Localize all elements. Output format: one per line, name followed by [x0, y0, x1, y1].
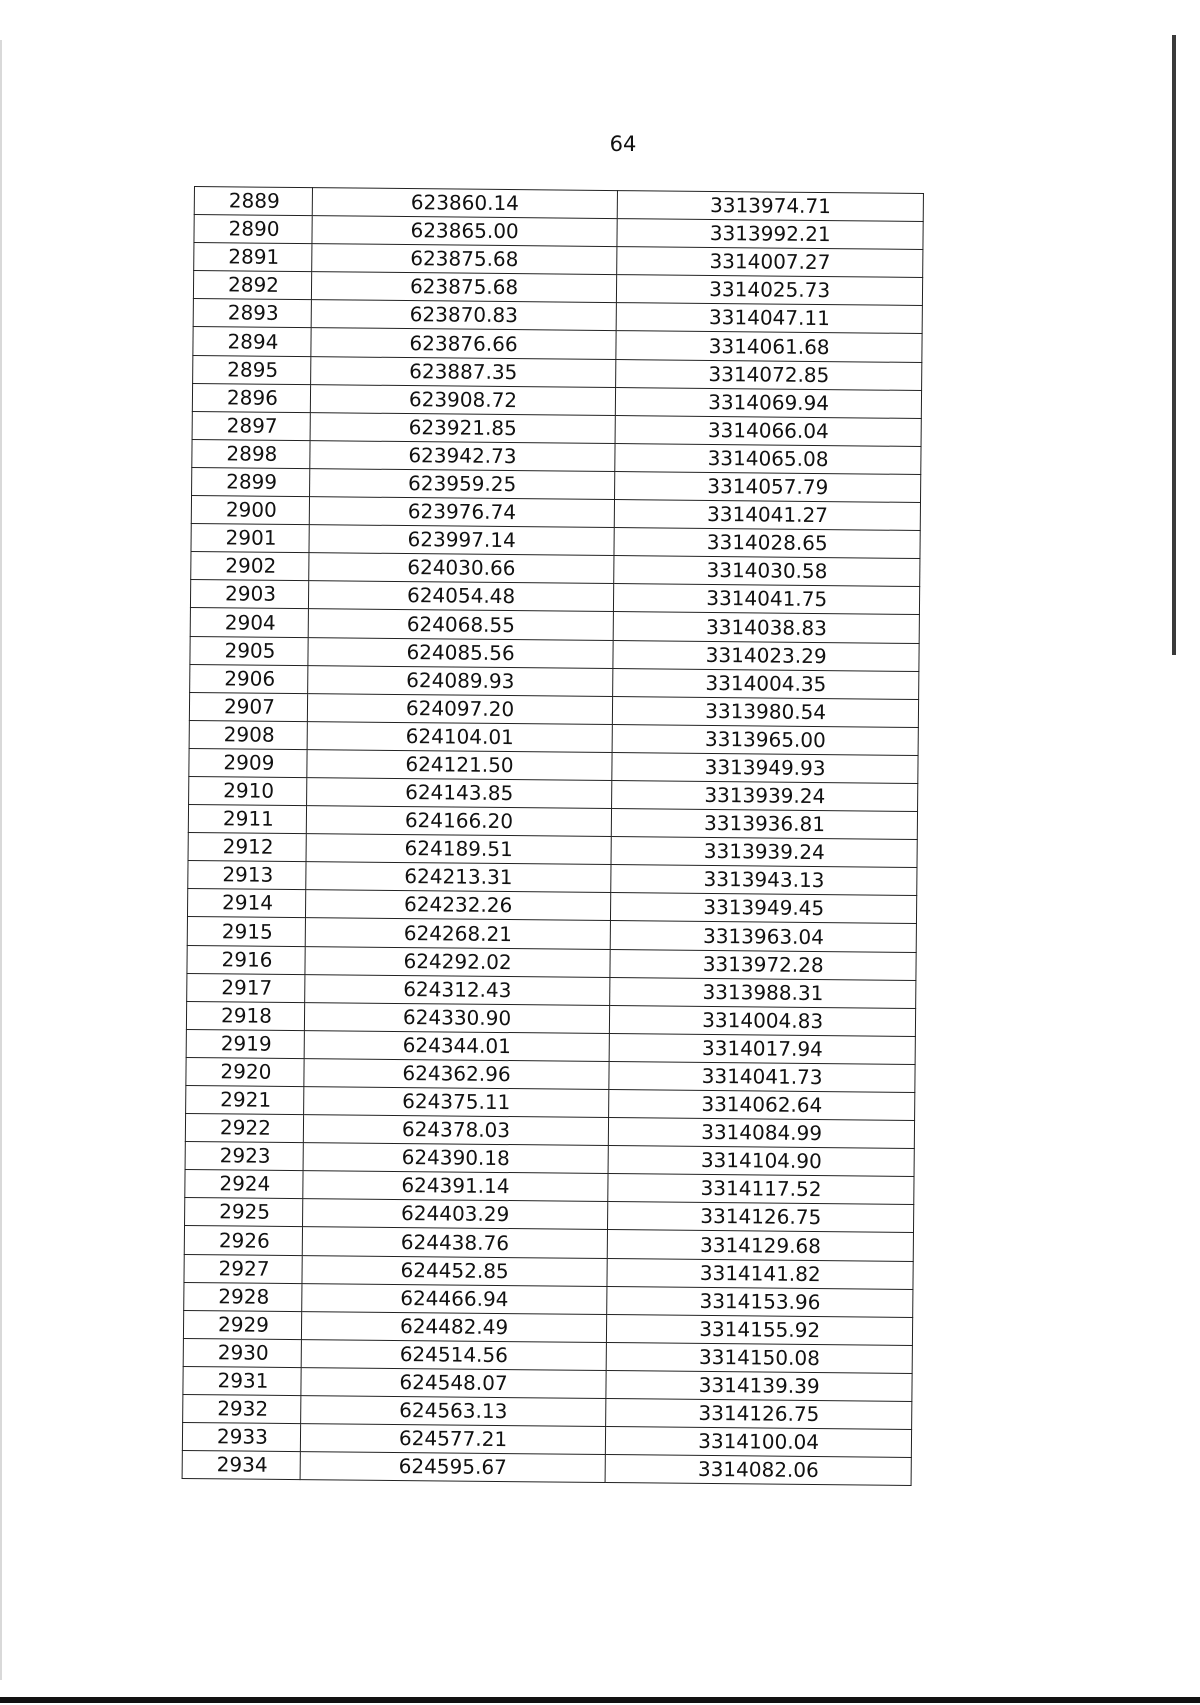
y-coordinate-cell: 3313980.54 [613, 696, 919, 727]
y-coordinate-cell: 3314030.58 [614, 556, 920, 587]
x-coordinate-cell: 624097.20 [307, 693, 613, 724]
y-coordinate-cell: 3313939.24 [611, 837, 917, 868]
x-coordinate-cell: 624514.56 [301, 1339, 607, 1370]
point-id-cell: 2906 [190, 664, 308, 693]
point-id-cell: 2892 [193, 271, 311, 300]
point-id-cell: 2927 [184, 1254, 302, 1283]
y-coordinate-cell: 3314017.94 [609, 1033, 915, 1064]
y-coordinate-cell: 3314139.39 [606, 1370, 912, 1401]
x-coordinate-cell: 624213.31 [306, 862, 612, 893]
y-coordinate-cell: 3313963.04 [611, 921, 917, 952]
y-coordinate-cell: 3314155.92 [607, 1314, 913, 1345]
y-coordinate-cell: 3314061.68 [616, 331, 922, 362]
x-coordinate-cell: 624121.50 [307, 749, 613, 780]
y-coordinate-cell: 3314069.94 [616, 387, 922, 418]
x-coordinate-cell: 623865.00 [312, 216, 618, 247]
point-id-cell: 2898 [192, 439, 310, 468]
y-coordinate-cell: 3314100.04 [606, 1427, 912, 1458]
point-id-cell: 2924 [185, 1170, 303, 1199]
y-coordinate-cell: 3314047.11 [616, 303, 922, 334]
point-id-cell: 2895 [193, 355, 311, 384]
x-coordinate-cell: 624482.49 [301, 1311, 607, 1342]
point-id-cell: 2894 [193, 327, 311, 356]
x-coordinate-cell: 624104.01 [307, 721, 613, 752]
page-edge-right [1172, 35, 1176, 655]
point-id-cell: 2923 [185, 1142, 303, 1171]
x-coordinate-cell: 624378.03 [303, 1115, 609, 1146]
point-id-cell: 2910 [189, 776, 307, 805]
point-id-cell: 2904 [190, 608, 308, 637]
x-coordinate-cell: 624375.11 [303, 1087, 609, 1118]
y-coordinate-cell: 3314065.08 [615, 443, 921, 474]
x-coordinate-cell: 624268.21 [305, 918, 611, 949]
x-coordinate-cell: 624330.90 [304, 1002, 610, 1033]
x-coordinate-cell: 624089.93 [307, 665, 613, 696]
y-coordinate-cell: 3314072.85 [616, 359, 922, 390]
x-coordinate-cell: 624143.85 [306, 778, 612, 809]
x-coordinate-cell: 624595.67 [300, 1452, 606, 1483]
point-id-cell: 2928 [184, 1282, 302, 1311]
point-id-cell: 2889 [194, 187, 312, 216]
point-id-cell: 2899 [192, 467, 310, 496]
x-coordinate-cell: 624403.29 [302, 1199, 608, 1230]
point-id-cell: 2929 [183, 1310, 301, 1339]
x-coordinate-cell: 624166.20 [306, 806, 612, 837]
point-id-cell: 2902 [191, 552, 309, 581]
y-coordinate-cell: 3314084.99 [609, 1118, 915, 1149]
point-id-cell: 2934 [182, 1451, 300, 1480]
point-id-cell: 2932 [183, 1394, 301, 1423]
y-coordinate-cell: 3313943.13 [611, 865, 917, 896]
point-id-cell: 2916 [187, 945, 305, 974]
point-id-cell: 2921 [186, 1085, 304, 1114]
page-edge-bottom [0, 1697, 1200, 1703]
x-coordinate-cell: 624232.26 [305, 890, 611, 921]
y-coordinate-cell: 3314041.73 [609, 1061, 915, 1092]
x-coordinate-cell: 624054.48 [308, 581, 614, 612]
x-coordinate-cell: 624391.14 [303, 1171, 609, 1202]
point-id-cell: 2911 [188, 805, 306, 834]
y-coordinate-cell: 3314150.08 [606, 1342, 912, 1373]
x-coordinate-cell: 624563.13 [300, 1396, 606, 1427]
point-id-cell: 2897 [192, 411, 310, 440]
x-coordinate-cell: 624548.07 [301, 1368, 607, 1399]
point-id-cell: 2896 [192, 383, 310, 412]
y-coordinate-cell: 3313992.21 [617, 219, 923, 250]
y-coordinate-cell: 3313974.71 [618, 191, 924, 222]
y-coordinate-cell: 3314023.29 [613, 640, 919, 671]
point-id-cell: 2912 [188, 833, 306, 862]
coordinates-table-body [182, 187, 923, 1486]
y-coordinate-cell: 3314126.75 [608, 1202, 914, 1233]
point-id-cell: 2920 [186, 1057, 304, 1086]
x-coordinate-cell: 623887.35 [310, 356, 616, 387]
y-coordinate-cell: 3313949.93 [612, 752, 918, 783]
point-id-cell: 2922 [185, 1114, 303, 1143]
point-id-cell: 2933 [182, 1423, 300, 1452]
point-id-cell: 2917 [187, 973, 305, 1002]
x-coordinate-cell: 623860.14 [312, 188, 618, 219]
point-id-cell: 2909 [189, 748, 307, 777]
y-coordinate-cell: 3314104.90 [608, 1146, 914, 1177]
y-coordinate-cell: 3313965.00 [612, 724, 918, 755]
x-coordinate-cell: 624189.51 [306, 834, 612, 865]
x-coordinate-cell: 624466.94 [301, 1283, 607, 1314]
point-id-cell: 2908 [189, 720, 307, 749]
x-coordinate-cell: 624292.02 [305, 946, 611, 977]
point-id-cell: 2901 [191, 524, 309, 553]
y-coordinate-cell: 3314028.65 [614, 528, 920, 559]
y-coordinate-cell: 3314041.27 [615, 500, 921, 531]
y-coordinate-cell: 3314117.52 [608, 1174, 914, 1205]
point-id-cell: 2919 [186, 1029, 304, 1058]
y-coordinate-cell: 3314153.96 [607, 1286, 913, 1317]
coordinates-table [182, 186, 924, 1486]
x-coordinate-cell: 623921.85 [310, 412, 616, 443]
point-id-cell: 2930 [183, 1338, 301, 1367]
y-coordinate-cell: 3314057.79 [615, 471, 921, 502]
point-id-cell: 2914 [187, 889, 305, 918]
point-id-cell: 2905 [190, 636, 308, 665]
x-coordinate-cell: 623942.73 [310, 440, 616, 471]
point-id-cell: 2891 [194, 243, 312, 272]
point-id-cell: 2925 [185, 1198, 303, 1227]
point-id-cell: 2931 [183, 1366, 301, 1395]
y-coordinate-cell: 3313988.31 [610, 977, 916, 1008]
point-id-cell: 2915 [187, 917, 305, 946]
x-coordinate-cell: 623959.25 [309, 469, 615, 500]
page-edge-left [0, 40, 2, 1680]
y-coordinate-cell: 3313936.81 [612, 809, 918, 840]
x-coordinate-cell: 624312.43 [304, 974, 610, 1005]
y-coordinate-cell: 3314129.68 [608, 1230, 914, 1261]
x-coordinate-cell: 624452.85 [302, 1255, 608, 1286]
x-coordinate-cell: 623997.14 [309, 525, 615, 556]
x-coordinate-cell: 624344.01 [304, 1030, 610, 1061]
y-coordinate-cell: 3313939.24 [612, 781, 918, 812]
x-coordinate-cell: 623976.74 [309, 497, 615, 528]
x-coordinate-cell: 623875.68 [311, 272, 617, 303]
y-coordinate-cell: 3314004.83 [610, 1005, 916, 1036]
x-coordinate-cell: 623870.83 [311, 300, 617, 331]
x-coordinate-cell: 624577.21 [300, 1424, 606, 1455]
x-coordinate-cell: 624085.56 [308, 637, 614, 668]
y-coordinate-cell: 3314041.75 [614, 584, 920, 615]
point-id-cell: 2907 [189, 692, 307, 721]
x-coordinate-cell: 623876.66 [311, 328, 617, 359]
x-coordinate-cell: 623908.72 [310, 384, 616, 415]
y-coordinate-cell: 3313949.45 [611, 893, 917, 924]
y-coordinate-cell: 3314007.27 [617, 247, 923, 278]
y-coordinate-cell: 3313972.28 [610, 949, 916, 980]
x-coordinate-cell: 624390.18 [303, 1143, 609, 1174]
y-coordinate-cell: 3314082.06 [605, 1455, 911, 1486]
x-coordinate-cell: 624030.66 [308, 553, 614, 584]
y-coordinate-cell: 3314066.04 [615, 415, 921, 446]
x-coordinate-cell: 624438.76 [302, 1227, 608, 1258]
point-id-cell: 2926 [184, 1226, 302, 1255]
y-coordinate-cell: 3314062.64 [609, 1090, 915, 1121]
y-coordinate-cell: 3314126.75 [606, 1399, 912, 1430]
y-coordinate-cell: 3314025.73 [617, 275, 923, 306]
x-coordinate-cell: 623875.68 [311, 244, 617, 275]
x-coordinate-cell: 624068.55 [308, 609, 614, 640]
point-id-cell: 2913 [188, 861, 306, 890]
y-coordinate-cell: 3314038.83 [613, 612, 919, 643]
x-coordinate-cell: 624362.96 [304, 1059, 610, 1090]
point-id-cell: 2903 [190, 580, 308, 609]
point-id-cell: 2918 [186, 1001, 304, 1030]
point-id-cell: 2890 [194, 215, 312, 244]
point-id-cell: 2900 [191, 496, 309, 525]
point-id-cell: 2893 [193, 299, 311, 328]
y-coordinate-cell: 3314004.35 [613, 668, 919, 699]
page-number: 64 [609, 132, 637, 156]
y-coordinate-cell: 3314141.82 [607, 1258, 913, 1289]
